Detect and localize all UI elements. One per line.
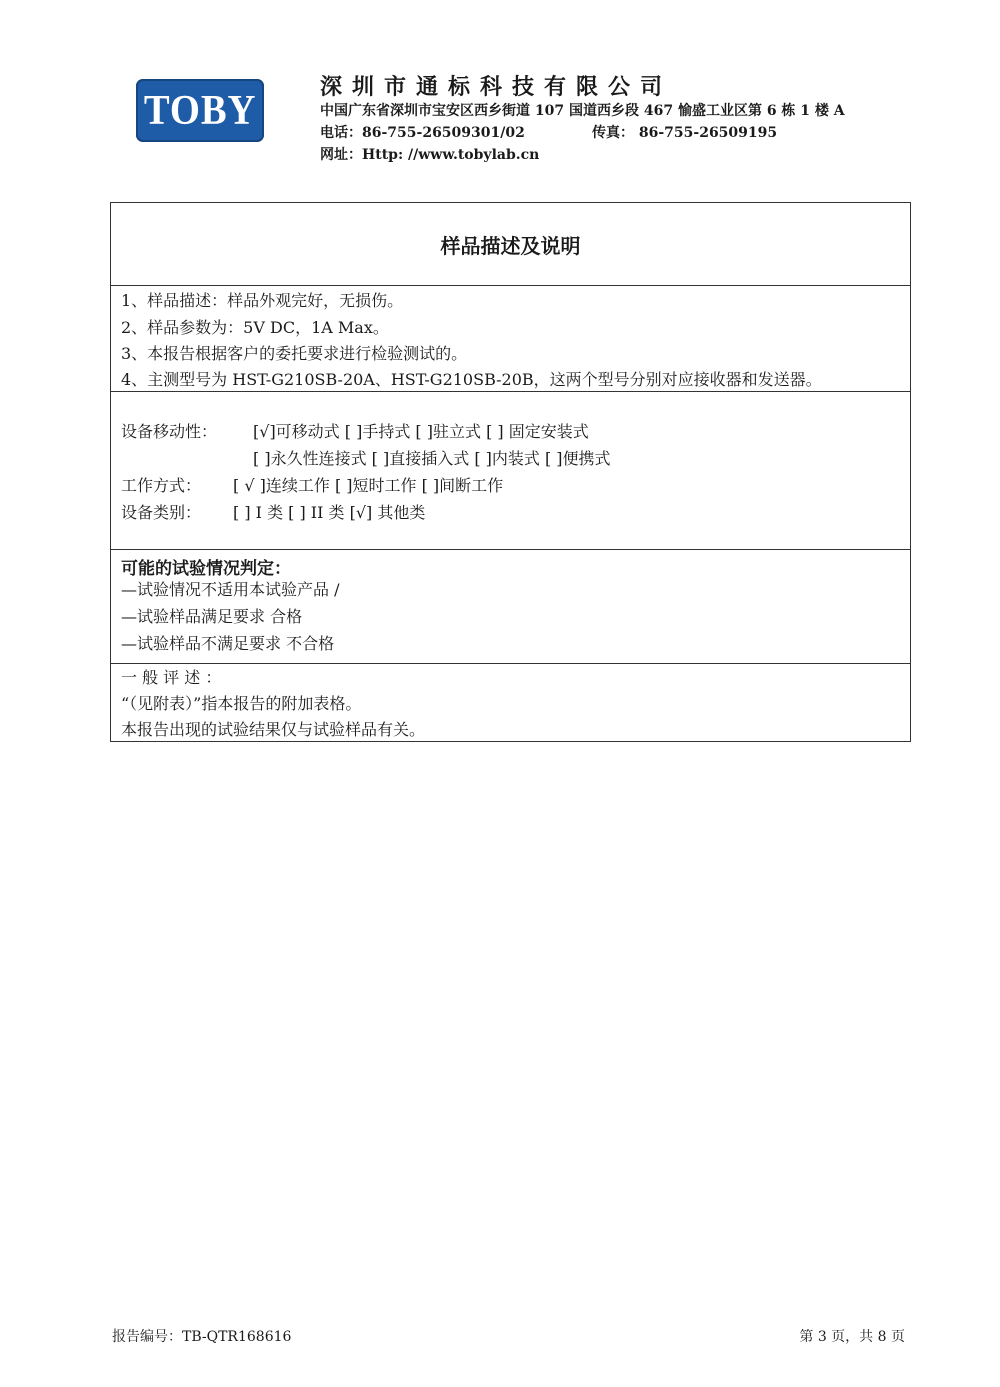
- toby-logo: [136, 79, 264, 142]
- company-address: 中国广东省深圳市宝安区西乡街道 107 国道西乡段 467 愉盛工业区第 6 栋 1 楼 A: [320, 103, 845, 119]
- remarks-line: 本报告出现的试验结果仅与试验样品有关。: [121, 720, 426, 739]
- company-name: 深圳市通标科技有限公司: [320, 75, 673, 100]
- page-title: 样品描述及说明: [440, 233, 581, 258]
- verdict-heading: 可能的试验情况判定：: [121, 559, 291, 579]
- operation-label: 工作方式：: [121, 476, 202, 495]
- equipment-section: [111, 391, 910, 549]
- description-line: 3、本报告根据客户的委托要求进行检验测试的。: [121, 344, 468, 363]
- mobility-options: [ ]永久性连接式 [ ]直接插入式 [ ]内装式 [ ]便携式: [253, 449, 611, 468]
- description-line: 4、主测型号为 HST-G210SB-20A、HST-G210SB-20B，这两个型号分别对应接收器和发送器。: [121, 370, 822, 389]
- logo-text: TOBY: [143, 87, 257, 134]
- sample-description-table: [110, 202, 911, 742]
- operation-options: [ √ ]连续工作 [ ]短时工作 [ ]间断工作: [233, 476, 504, 495]
- remarks-line: “（见附表）”指本报告的附加表格。: [121, 694, 362, 713]
- description-line: 2、样品参数为：5V DC，1A Max。: [121, 318, 389, 337]
- title-section: [111, 203, 910, 285]
- page-number: 第 3 页，共 8 页: [799, 1329, 905, 1345]
- remarks-heading: 一 般 评 述 ：: [121, 668, 222, 687]
- class-label: 设备类别：: [121, 503, 202, 522]
- verdict-line: —试验情况不适用本试验产品 /: [121, 580, 340, 599]
- description-section: [111, 285, 910, 391]
- website: 网址：Http: //www.tobylab.cn: [320, 147, 540, 163]
- class-options: [ ] I 类 [ ] II 类 [√] 其他类: [233, 503, 426, 522]
- mobility-options: [√]可移动式 [ ]手持式 [ ]驻立式 [ ] 固定安装式: [253, 422, 589, 441]
- report-number: 报告编号：TB-QTR168616: [112, 1329, 292, 1345]
- verdict-line: —试验样品不满足要求 不合格: [121, 634, 335, 653]
- verdict-section: [111, 549, 910, 663]
- verdict-line: —试验样品满足要求 合格: [121, 607, 303, 626]
- remarks-section: [111, 663, 910, 743]
- fax: 传真： 86-755-26509195: [592, 125, 778, 141]
- telephone: 电话：86-755-26509301/02: [320, 125, 525, 141]
- mobility-label: 设备移动性：: [121, 422, 218, 441]
- contact-line: [320, 122, 778, 142]
- description-line: 1、样品描述：样品外观完好，无损伤。: [121, 291, 404, 310]
